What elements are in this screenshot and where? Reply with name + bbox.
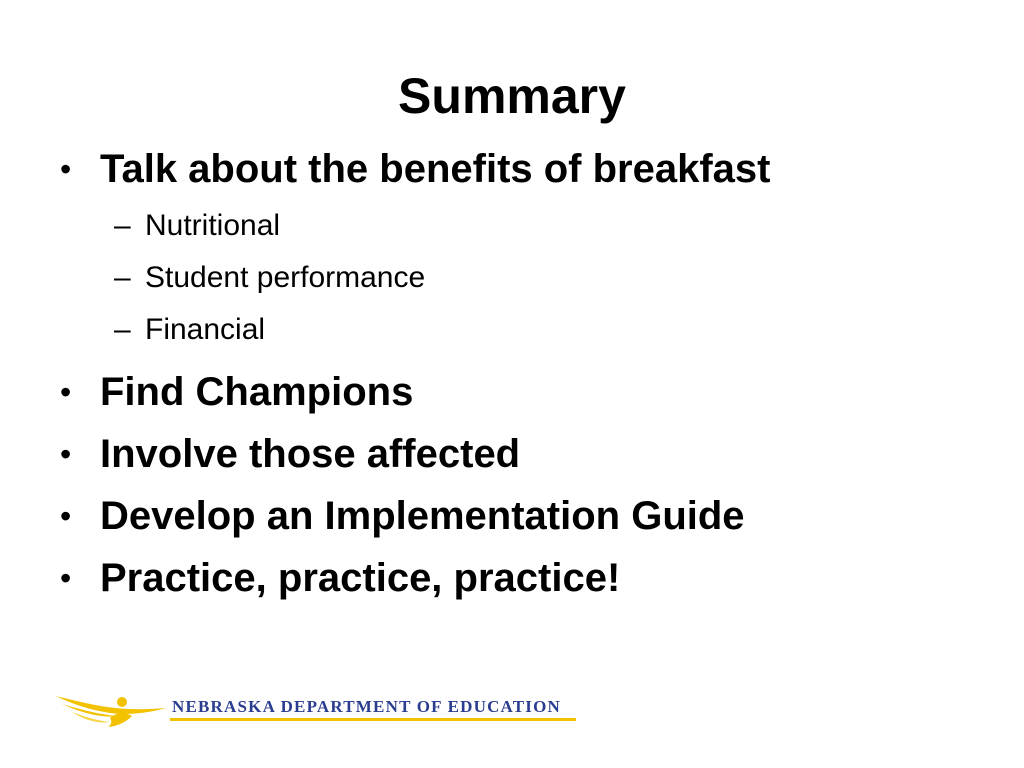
- sub-bullet-item: [58, 304, 978, 356]
- bullet-item: [58, 138, 978, 200]
- bullet-text: Talk about the benefits of breakfast: [100, 147, 771, 191]
- bullet-item: [58, 547, 978, 609]
- bullet-item: [58, 423, 978, 485]
- sub-bullet-marker: –: [114, 261, 131, 294]
- logo-underline: [170, 718, 576, 721]
- nde-swoosh-icon: [52, 682, 170, 732]
- nde-logo-text: NEBRASKA DEPARTMENT OF EDUCATION: [172, 697, 562, 716]
- bullet-marker: •: [60, 151, 72, 187]
- bullet-text: Develop an Implementation Guide: [100, 494, 745, 538]
- bullet-marker: •: [60, 498, 72, 534]
- bullet-list: [58, 138, 978, 609]
- sub-bullet-item: [58, 200, 978, 252]
- sub-bullet-item: [58, 252, 978, 304]
- sub-bullet-text: Student performance: [145, 261, 426, 294]
- nde-logo: [52, 682, 582, 732]
- bullet-text: Practice, practice, practice!: [100, 556, 621, 600]
- bullet-marker: •: [60, 374, 72, 410]
- bullet-text: Find Champions: [100, 370, 414, 414]
- bullet-marker: •: [60, 436, 72, 472]
- bullet-text: Involve those affected: [100, 432, 521, 476]
- sub-bullet-marker: –: [114, 209, 131, 242]
- sub-bullet-marker: –: [114, 313, 131, 346]
- sub-bullet-text: Nutritional: [145, 209, 281, 242]
- bullet-marker: •: [60, 560, 72, 596]
- slide-title: Summary: [398, 68, 626, 124]
- bullet-item: [58, 361, 978, 423]
- bullet-item: [58, 485, 978, 547]
- sub-bullet-text: Financial: [145, 313, 266, 346]
